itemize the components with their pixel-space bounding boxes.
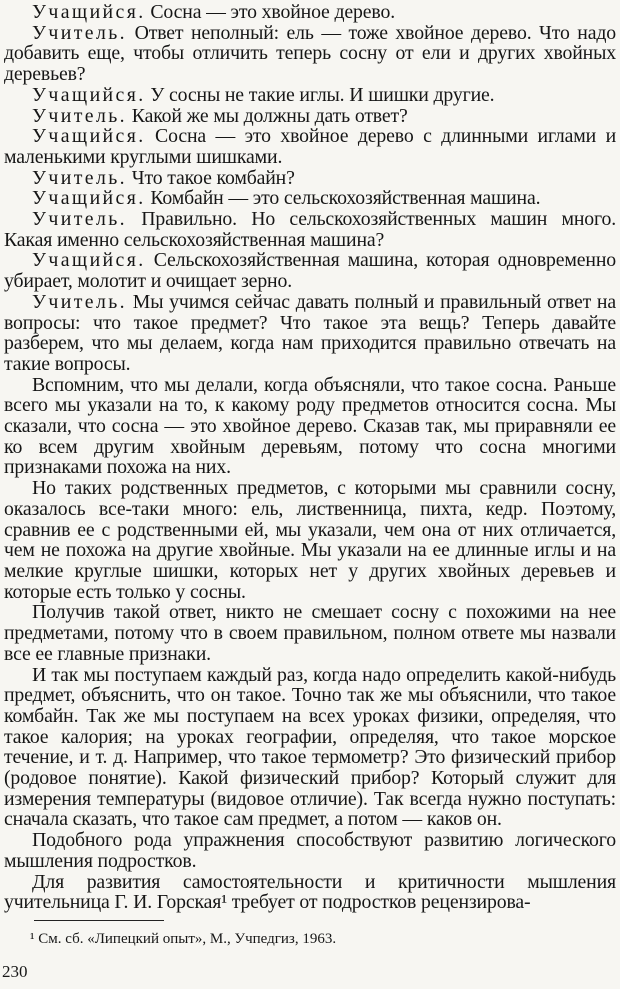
dialogue-line [4, 168, 616, 189]
dialogue-line [4, 188, 616, 209]
paragraph-text: Получив такой ответ, никто не смешает сосну с похожими на нее предметами, потому что в своем правильном, полном ответе мы назвали все ее главные признаки. [4, 601, 616, 665]
line-text: Что такое комбайн? [127, 166, 295, 189]
speaker-label: Учащийся. [32, 125, 146, 148]
speaker-label: Учащийся. [32, 187, 146, 210]
dialogue-line [4, 292, 616, 375]
line-text: Сельскохозяйственная машина, которая одновременно убирает, молотит и очищает зерно. [4, 249, 616, 293]
paragraph [4, 375, 616, 479]
dialogue-line [4, 2, 616, 23]
paragraph [4, 602, 616, 664]
paragraph [4, 478, 616, 602]
speaker-label: Учащийся. [32, 83, 146, 106]
dialogue-line [4, 85, 616, 106]
speaker-label: Учащийся. [32, 1, 146, 23]
paragraph-text: Подобного рода упражнения способствуют развитию логического мышления подростков. [4, 829, 616, 872]
footnote-divider [34, 920, 164, 921]
paragraph-text: Для развития самостоятельности и критичности мышления учительница Г. И. Горская¹ требует от подростков рецензирова- [4, 870, 616, 914]
speaker-label: Учитель. [32, 208, 128, 231]
speaker-label: Учитель. [32, 104, 128, 127]
speaker-label: Учитель. [32, 166, 128, 189]
speaker-label: Учитель. [32, 21, 128, 44]
line-text: Мы учимся сейчас давать полный и правильный ответ на вопросы: что такое предмет? Что такое эта вещь? Теперь давайте разберем, что мы делаем, когда нам приходится правильно отвечать на такие вопросы. [4, 290, 616, 375]
line-text: Сосна — это хвойное дерево. [145, 1, 395, 23]
dialogue-line [4, 209, 616, 250]
line-text: Сосна — это хвойное дерево с длинными иглами и маленькими круглыми шишками. [4, 125, 616, 168]
line-text: Комбайн — это сельскохозяйственная машина. [145, 187, 541, 210]
speaker-label: Учитель. [32, 290, 128, 313]
paragraph-text: Но таких родственных предметов, с которыми мы сравнили сосну, оказалось все-таки много: ель, лиственница, пихта, кедр. Поэтому, сравнив ее с родственными ей, мы указали, чем она от них отличается, чем не похожа на другие хвойные. Мы указали на ее длинные иглы и на мелкие круглые шишки, которых нет у других хвойных деревьев и которые есть только у сосны. [4, 477, 616, 603]
line-text: Ответ неполный: ель — тоже хвойное дерево. Что надо добавить еще, чтобы отличить теперь сосну от ели и других хвойных деревьев? [4, 21, 616, 86]
paragraph [4, 665, 616, 831]
dialogue-line [4, 250, 616, 291]
line-text: У сосны не такие иглы. И шишки другие. [145, 83, 495, 106]
paragraph [4, 830, 616, 871]
paragraph [4, 872, 616, 913]
footnote: ¹ См. сб. «Липецкий опыт», М., Учпедгиз, 1963. [30, 931, 337, 947]
paragraph-text: И так мы поступаем каждый раз, когда надо определить какой-нибудь предмет, объяснить, что он такое. Точно так же мы объяснили, что такое комбайн. Так же мы поступаем на всех уроках физики, определяя, что такое калория; на уроках географии, определяя, что такое морское течение, и т. д. Например, что такое термометр? Это физический прибор (родовое понятие). Какой физический прибор? Который служит для измерения температуры (видовое отличие). Так всегда нужно поступать: сначала сказать, что такое сам предмет, а потом — каков он. [4, 663, 616, 831]
dialogue-line [4, 126, 616, 167]
body-text [4, 2, 616, 913]
line-text: Правильно. Но сельскохозяйственных машин много. Какая именно сельскохозяйственная машина? [4, 208, 616, 251]
speaker-label: Учащийся. [32, 249, 146, 272]
dialogue-line [4, 106, 616, 127]
page-number: 230 [2, 962, 28, 981]
line-text: Какой же мы должны дать ответ? [127, 104, 408, 127]
paragraph-text: Вспомним, что мы делали, когда объясняли, что такое сосна. Раньше всего мы указали на то, к какому роду предметов относится сосна. Мы сказали, что сосна — это хвойное дерево. Сказав так, мы приравняли ее ко всем другим хвойным деревьям, потому что сосна многими признаками похожа на них. [4, 373, 616, 479]
dialogue-line [4, 23, 616, 85]
